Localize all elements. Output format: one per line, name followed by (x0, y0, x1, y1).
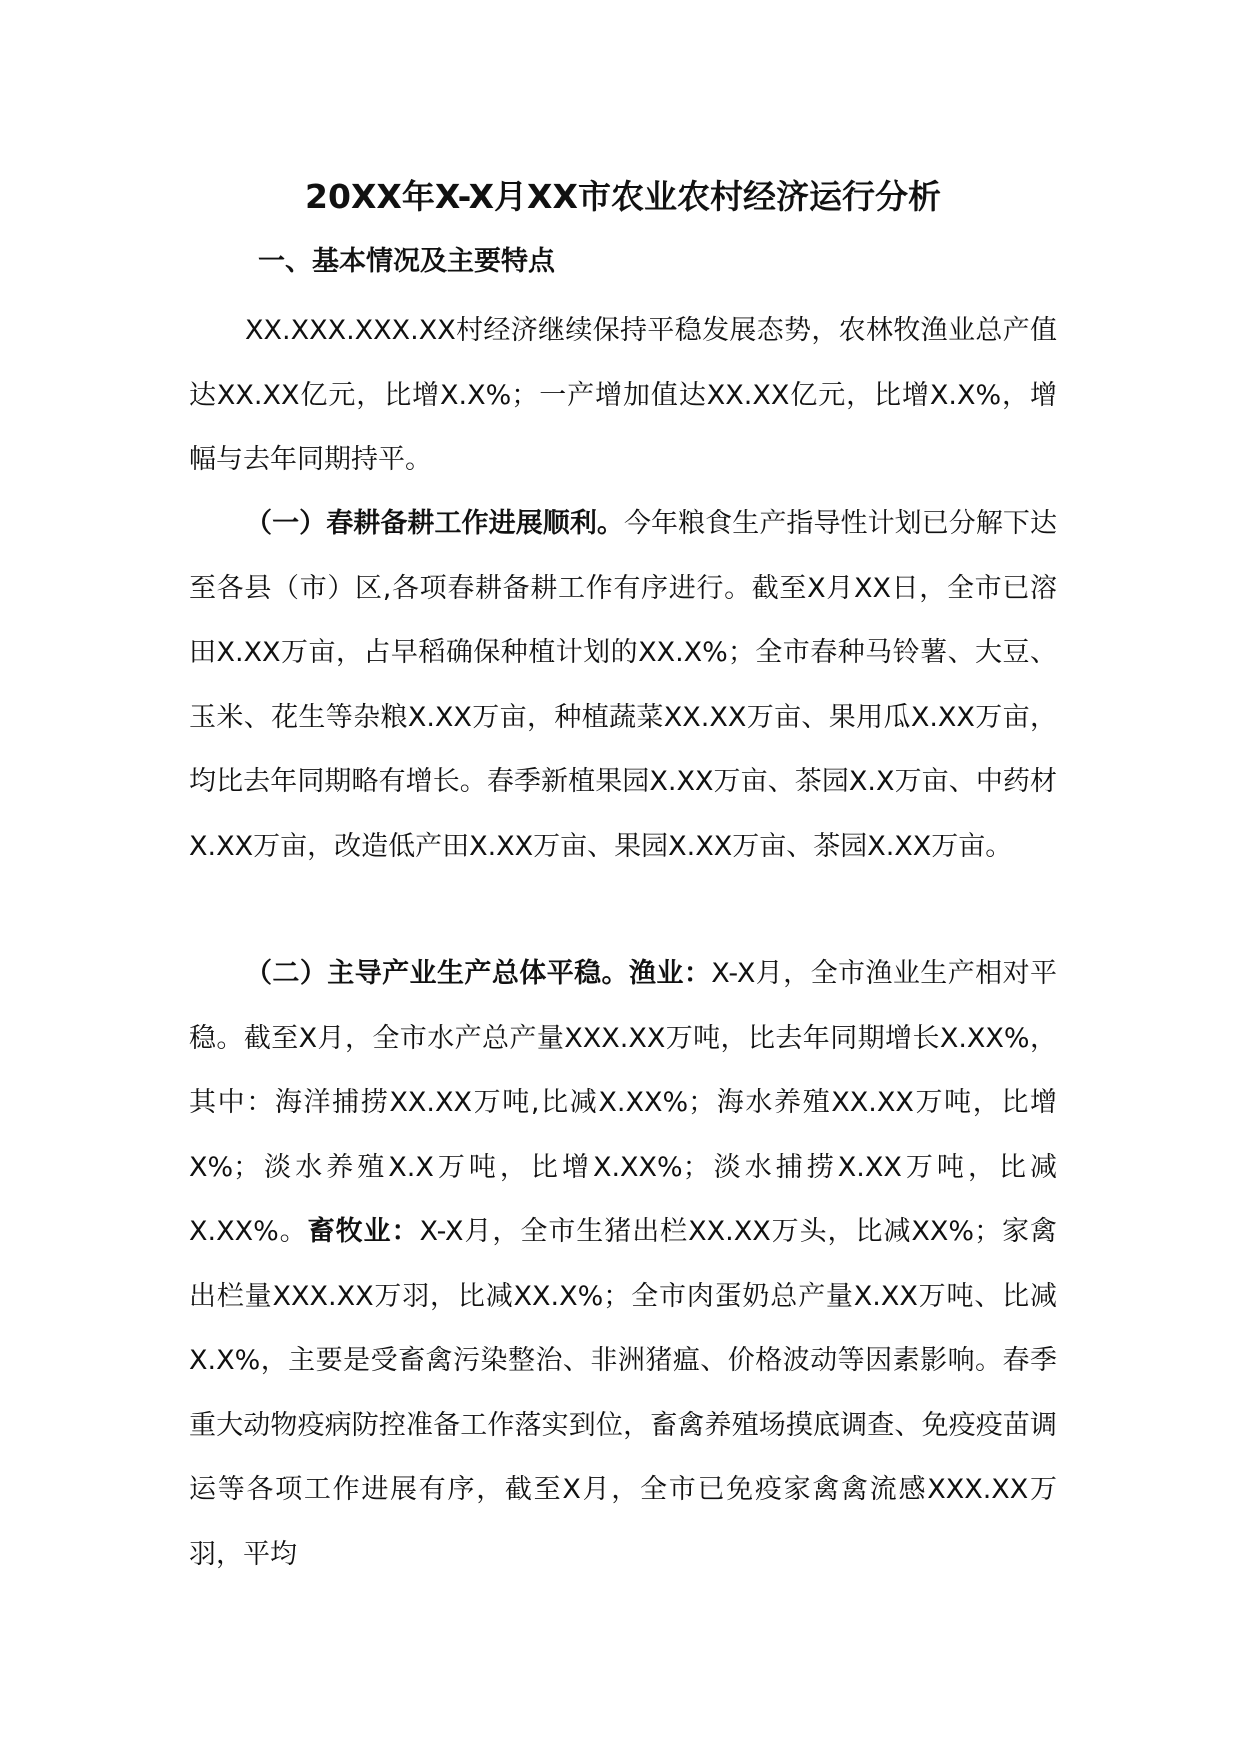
paragraph-spring-farming (189, 492, 1057, 879)
paragraph-lead: （一）春耕备耕工作进展顺利。 (245, 508, 624, 539)
paragraph-body: 今年粮食生产指导性计划已分解下达至各县（市）区,各项春耕备耕工作有序进行。截至X月XX日，全市已溶田X.XX万亩，占早稻确保种植计划的XX.X%；全市春种马铃薯、大豆、玉米、花生等杂粮X.XX万亩，种植蔬菜XX.XX万亩、果用瓜X.XX万亩，均比去年同期略有增长。春季新植果园X.XX万亩、茶园X.X万亩、中药材X.XX万亩，改造低产田X.XX万亩、果园X.XX万亩、茶园X.XX万亩。 (189, 508, 1058, 862)
section-heading: 一、基本情况及主要特点 (258, 246, 555, 277)
document-title: 20XX年X-X月XX市农业农村经济运行分析 (305, 177, 941, 216)
livestock-body: X-X月，全市生猪出栏XX.XX万头，比减XX%；家禽出栏量XXX.XX万羽，比减XX.X%；全市肉蛋奶总产量X.XX万吨、比减X.X%，主要是受畜禽污染整治、非洲猪瘟、价格波动等因素影响。春季重大动物疫病防控准备工作落实到位，畜禽养殖场摸底调查、免疫疫苗调运等各项工作进展有序，截至X月，全市已免疫家禽禽流感XXX.XX万羽，平均 (189, 1216, 1057, 1570)
livestock-label: 畜牧业： (307, 1216, 420, 1247)
paragraph-lead: （二）主导产业生产总体平稳。 (245, 958, 629, 989)
fishery-label: 渔业： (628, 958, 712, 989)
paragraph-overview: XX.XXX.XXX.XX村经济继续保持平稳发展态势，农林牧渔业总产值达XX.XX亿元，比增X.X%；一产增加值达XX.XX亿元，比增X.X%，增幅与去年同期持平。 (189, 315, 1057, 475)
paragraph-leading-industries (189, 942, 1057, 1587)
fishery-body: X-X月，全市渔业生产相对平稳。截至X月，全市水产总产量XXX.XX万吨，比去年同期增长X.XX%，其中：海洋捕捞XX.XX万吨,比减X.XX%；海水养殖XX.XX万吨，比增X%；淡水养殖X.X万吨，比增X.XX%；淡水捕捞X.XX万吨，比减X.XX%。 (189, 958, 1058, 1247)
